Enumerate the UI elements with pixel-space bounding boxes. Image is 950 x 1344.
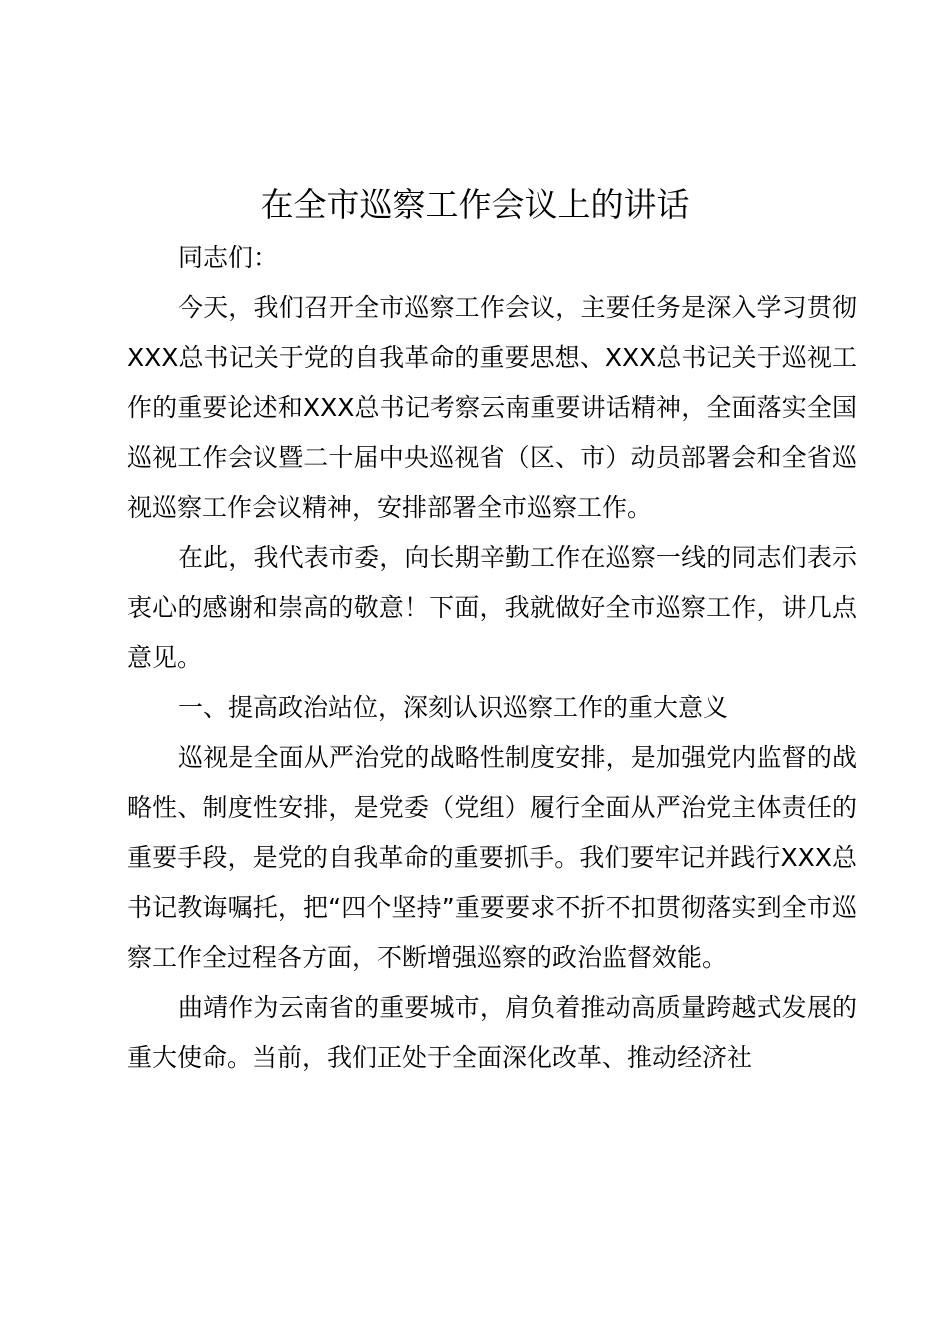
section-heading-1: 一、提高政治站位，深刻认识巡察工作的重大意义 <box>178 693 729 722</box>
paragraph-section1-a: 巡视是全面从严治党的战略性制度安排，是加强党内监督的战略性、制度性安排，是党委（党组）履行全面从严治党主体责任的重要手段，是党的自我革命的重要抓手。我们要牢记并践行XXX总书记教诲嘱托，把“四个坚持”重要要求不折不扣贯彻落实到全市巡察工作全过程各方面，不断增强巡察的政治监督效能。 <box>127 743 857 972</box>
document-title: 在全市巡察工作会议上的讲话 <box>260 185 690 224</box>
paragraph-opening: 今天，我们召开全市巡察工作会议，主要任务是深入学习贯彻XXX总书记关于党的自我革命的重要思想、XXX总书记关于巡视工作的重要论述和XXX总书记考察云南重要讲话精神，全面落实全国巡视工作会议暨二十届中央巡视省（区、市）动员部署会和全省巡视巡察工作会议精神，安排部署全市巡察工作。 <box>127 293 857 522</box>
salutation: 同志们： <box>178 243 279 272</box>
paragraph-section1-b: 曲靖作为云南省的重要城市，肩负着推动高质量跨越式发展的重大使命。当前，我们正处于全面深化改革、推动经济社 <box>127 993 857 1072</box>
paragraph-thanks: 在此，我代表市委，向长期辛勤工作在巡察一线的同志们表示衷心的感谢和崇高的敬意！下面，我就做好全市巡察工作，讲几点意见。 <box>127 543 857 672</box>
document-body <box>127 233 857 1083</box>
